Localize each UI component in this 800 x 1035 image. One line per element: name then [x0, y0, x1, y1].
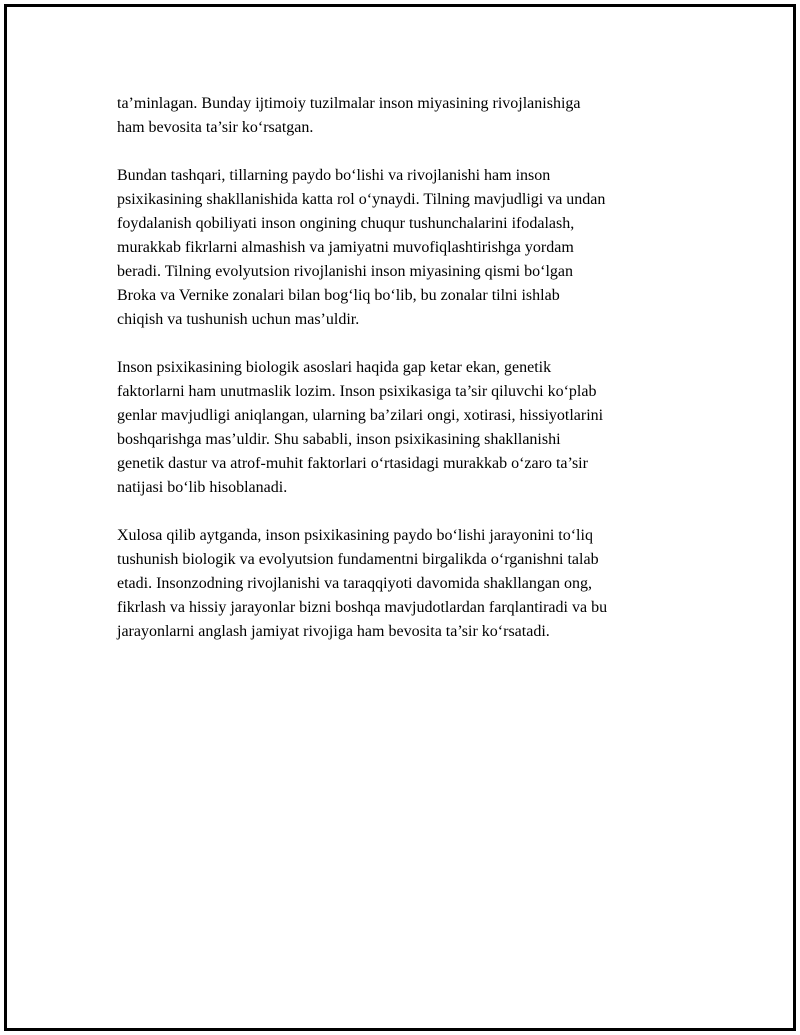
- text-line: tushunish biologik va evolyutsion fundamentni birgalikda o‘rganishni talab: [117, 551, 599, 568]
- text-line: Inson psixikasining biologik asoslari haqida gap ketar ekan, genetik: [117, 359, 552, 376]
- text-line: murakkab fikrlarni almashish va jamiyatni muvofiqlashtirishga yordam: [117, 239, 574, 256]
- text-line: Broka va Vernike zonalari bilan bog‘liq bo‘lib, bu zonalar tilni ishlab: [117, 287, 560, 304]
- text-line: Bundan tashqari, tillarning paydo bo‘lishi va rivojlanishi ham inson: [117, 167, 551, 184]
- text-line: ta’minlagan. Bunday ijtimoiy tuzilmalar inson miyasining rivojlanishiga: [117, 95, 581, 112]
- text-line: boshqarishga mas’uldir. Shu sababli, inson psixikasining shakllanishi: [117, 431, 561, 448]
- text-line: chiqish va tushunish uchun mas’uldir.: [117, 311, 360, 328]
- text-line: Xulosa qilib aytganda, inson psixikasining paydo bo‘lishi jarayonini to‘liq: [117, 527, 593, 544]
- text-line: fikrlash va hissiy jarayonlar bizni boshqa mavjudotlardan farqlantiradi va bu: [117, 599, 608, 616]
- document-body: [117, 92, 717, 668]
- text-line: genetik dastur va atrof-muhit faktorlari o‘rtasidagi murakkab o‘zaro ta’sir: [117, 455, 588, 472]
- paragraph-1: [117, 92, 717, 140]
- text-line: natijasi bo‘lib hisoblanadi.: [117, 479, 288, 496]
- paragraph-3: [117, 356, 717, 500]
- paragraph-2: [117, 164, 717, 332]
- text-line: ham bevosita ta’sir ko‘rsatgan.: [117, 119, 314, 136]
- paragraph-4: [117, 524, 717, 644]
- text-line: beradi. Tilning evolyutsion rivojlanishi inson miyasining qismi bo‘lgan: [117, 263, 573, 280]
- text-line: etadi. Insonzodning rivojlanishi va taraqqiyoti davomida shakllangan ong,: [117, 575, 593, 592]
- text-line: jarayonlarni anglash jamiyat rivojiga ham bevosita ta’sir ko‘rsatadi.: [117, 623, 550, 640]
- text-line: genlar mavjudligi aniqlangan, ularning ba’zilari ongi, xotirasi, hissiyotlarini: [117, 407, 604, 424]
- text-line: faktorlarni ham unutmaslik lozim. Inson psixikasiga ta’sir qiluvchi ko‘plab: [117, 383, 597, 400]
- text-line: psixikasining shakllanishida katta rol o‘ynaydi. Tilning mavjudligi va undan: [117, 191, 606, 208]
- text-line: foydalanish qobiliyati inson ongining chuqur tushunchalarini ifodalash,: [117, 215, 575, 232]
